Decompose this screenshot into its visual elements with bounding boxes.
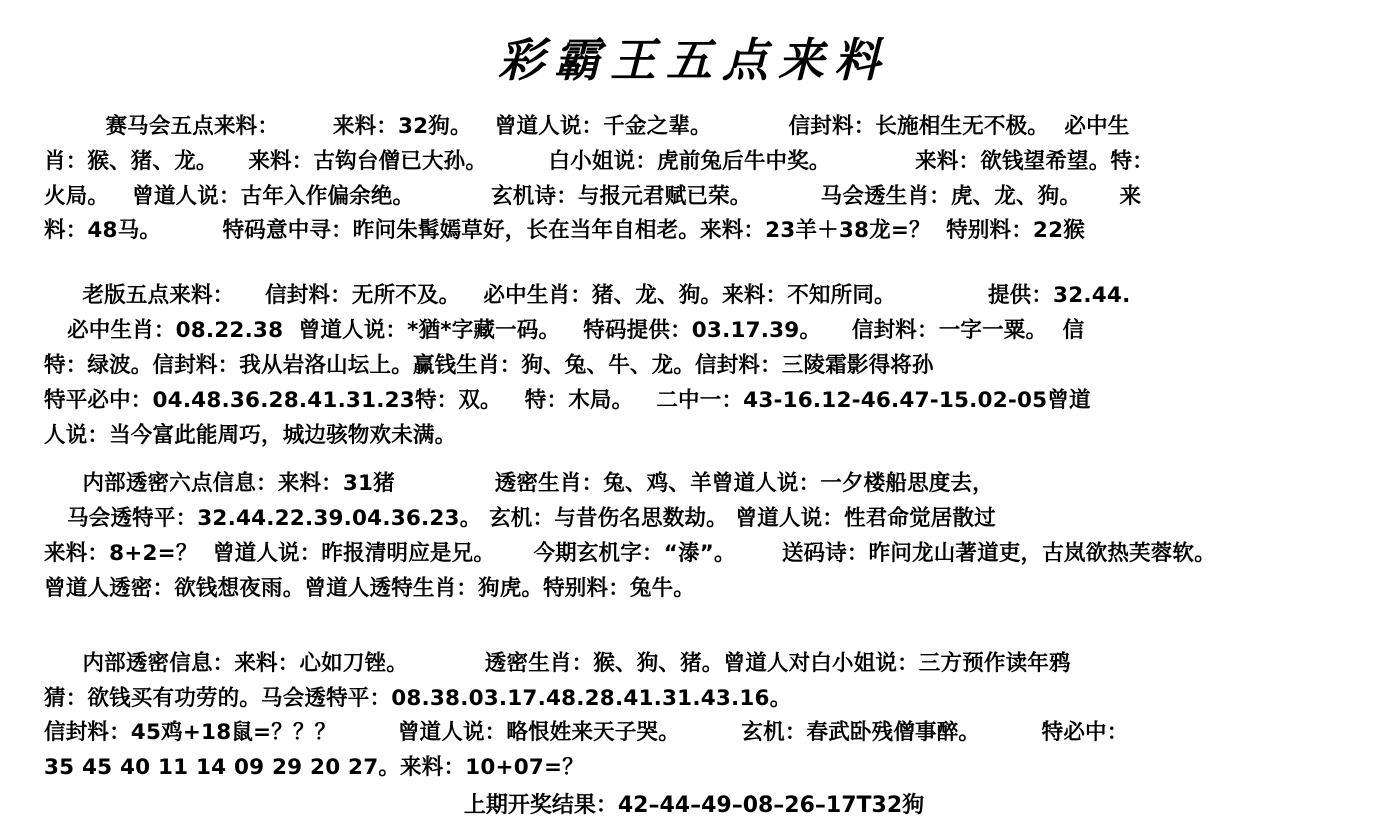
text-line: 马会透特平：32.44.22.39.04.36.23。 玄机：与昔伤名思数劫。 曾道人说：性君命觉居散过 (44, 506, 996, 532)
text-line: 来料：8+2=？ 曾道人说：昨报清明应是兄。 今期玄机字：“溙”。 送码诗：昨问龙山著道吏，古岚欲热芙蓉软。 (44, 541, 1216, 567)
spacer (0, 607, 1388, 647)
text-line: 特平必中：04.48.36.28.41.31.23特：双。 特：木局。 二中一：43-16.12-46.47-15.02-05曾道 (44, 387, 1091, 413)
spacer (0, 96, 1388, 110)
page-title: 彩霸王五点来料 (498, 33, 890, 87)
text-line: 人说：当今富此能周巧，城边骇物欢未满。 (44, 422, 457, 448)
section-neibu-toumi-liudian (0, 467, 1388, 606)
spacer (0, 249, 1388, 279)
text-line: 猜：欲钱买有功劳的。马会透特平：08.38.03.17.48.28.41.31.43.16。 (44, 685, 792, 711)
text-line: 必中生肖：08.22.38 曾道人说：*猶*字藏一码。 特码提供：03.17.39。 信封料：一字一粟。 信 (44, 318, 1085, 344)
spacer (0, 453, 1388, 467)
last-draw-label: 上期开奖结果： (463, 793, 618, 819)
text-line: 火局。 曾道人说：古年入作偏余绝。 玄机诗：与报元君赋已荣。 马会透生肖：虎、龙、狗。 来 (44, 183, 1142, 209)
last-draw-numbers: 42–44–49–08–26–17T32狗 (617, 793, 925, 819)
text-line: 信封料：45鸡+18鼠=？？？ 曾道人说：略恨姓来天子哭。 玄机：春武卧残僧事醉。 特必中： (44, 720, 1129, 746)
text-line: 特：绿波。信封料：我从岩洛山坛上。赢钱生肖：狗、兔、牛、龙。信封料：三陵霜影得将孙 (44, 352, 934, 378)
text-line: 料：48马。 特码意中寻：昨问朱髯嫣草好，长在当年自相老。来料：23羊＋38龙=？ 特别料：22猴 (44, 218, 1085, 244)
section-saima-hui (0, 110, 1388, 249)
text-line: 肖：猴、猪、龙。 来料：古钩台僧已大孙。 白小姐说：虎前兔后牛中奖。 来料：欲钱望希望。特： (44, 148, 1154, 174)
text-line: 曾道人透密：欲钱想夜雨。曾道人透特生肖：狗虎。特别料：兔牛。 (44, 575, 696, 601)
text-line: 35 45 40 11 14 09 29 20 27。来料：10+07=？ (44, 755, 584, 781)
text-line: 内部透密六点信息：来料：31猪 透密生肖：兔、鸡、羊曾道人说：一夕楼船思度去， (44, 471, 994, 497)
text-line: 老版五点来料： 信封料：无所不及。 必中生肖：猪、龙、狗。来料：不知所同。 提供：32.44. (44, 283, 1131, 309)
last-draw-result (0, 786, 1388, 819)
text-line: 内部透密信息：来料：心如刀锉。 透密生肖：猴、狗、猪。曾道人对白小姐说：三方预作读年鸦 (44, 650, 1071, 676)
section-laoban-wudian (0, 279, 1388, 453)
text-line: 赛马会五点来料： 来料：32狗。 曾道人说：千金之辈。 信封料：长施相生无不极。 必中生 (44, 114, 1130, 139)
section-neibu-toumi (0, 647, 1388, 786)
